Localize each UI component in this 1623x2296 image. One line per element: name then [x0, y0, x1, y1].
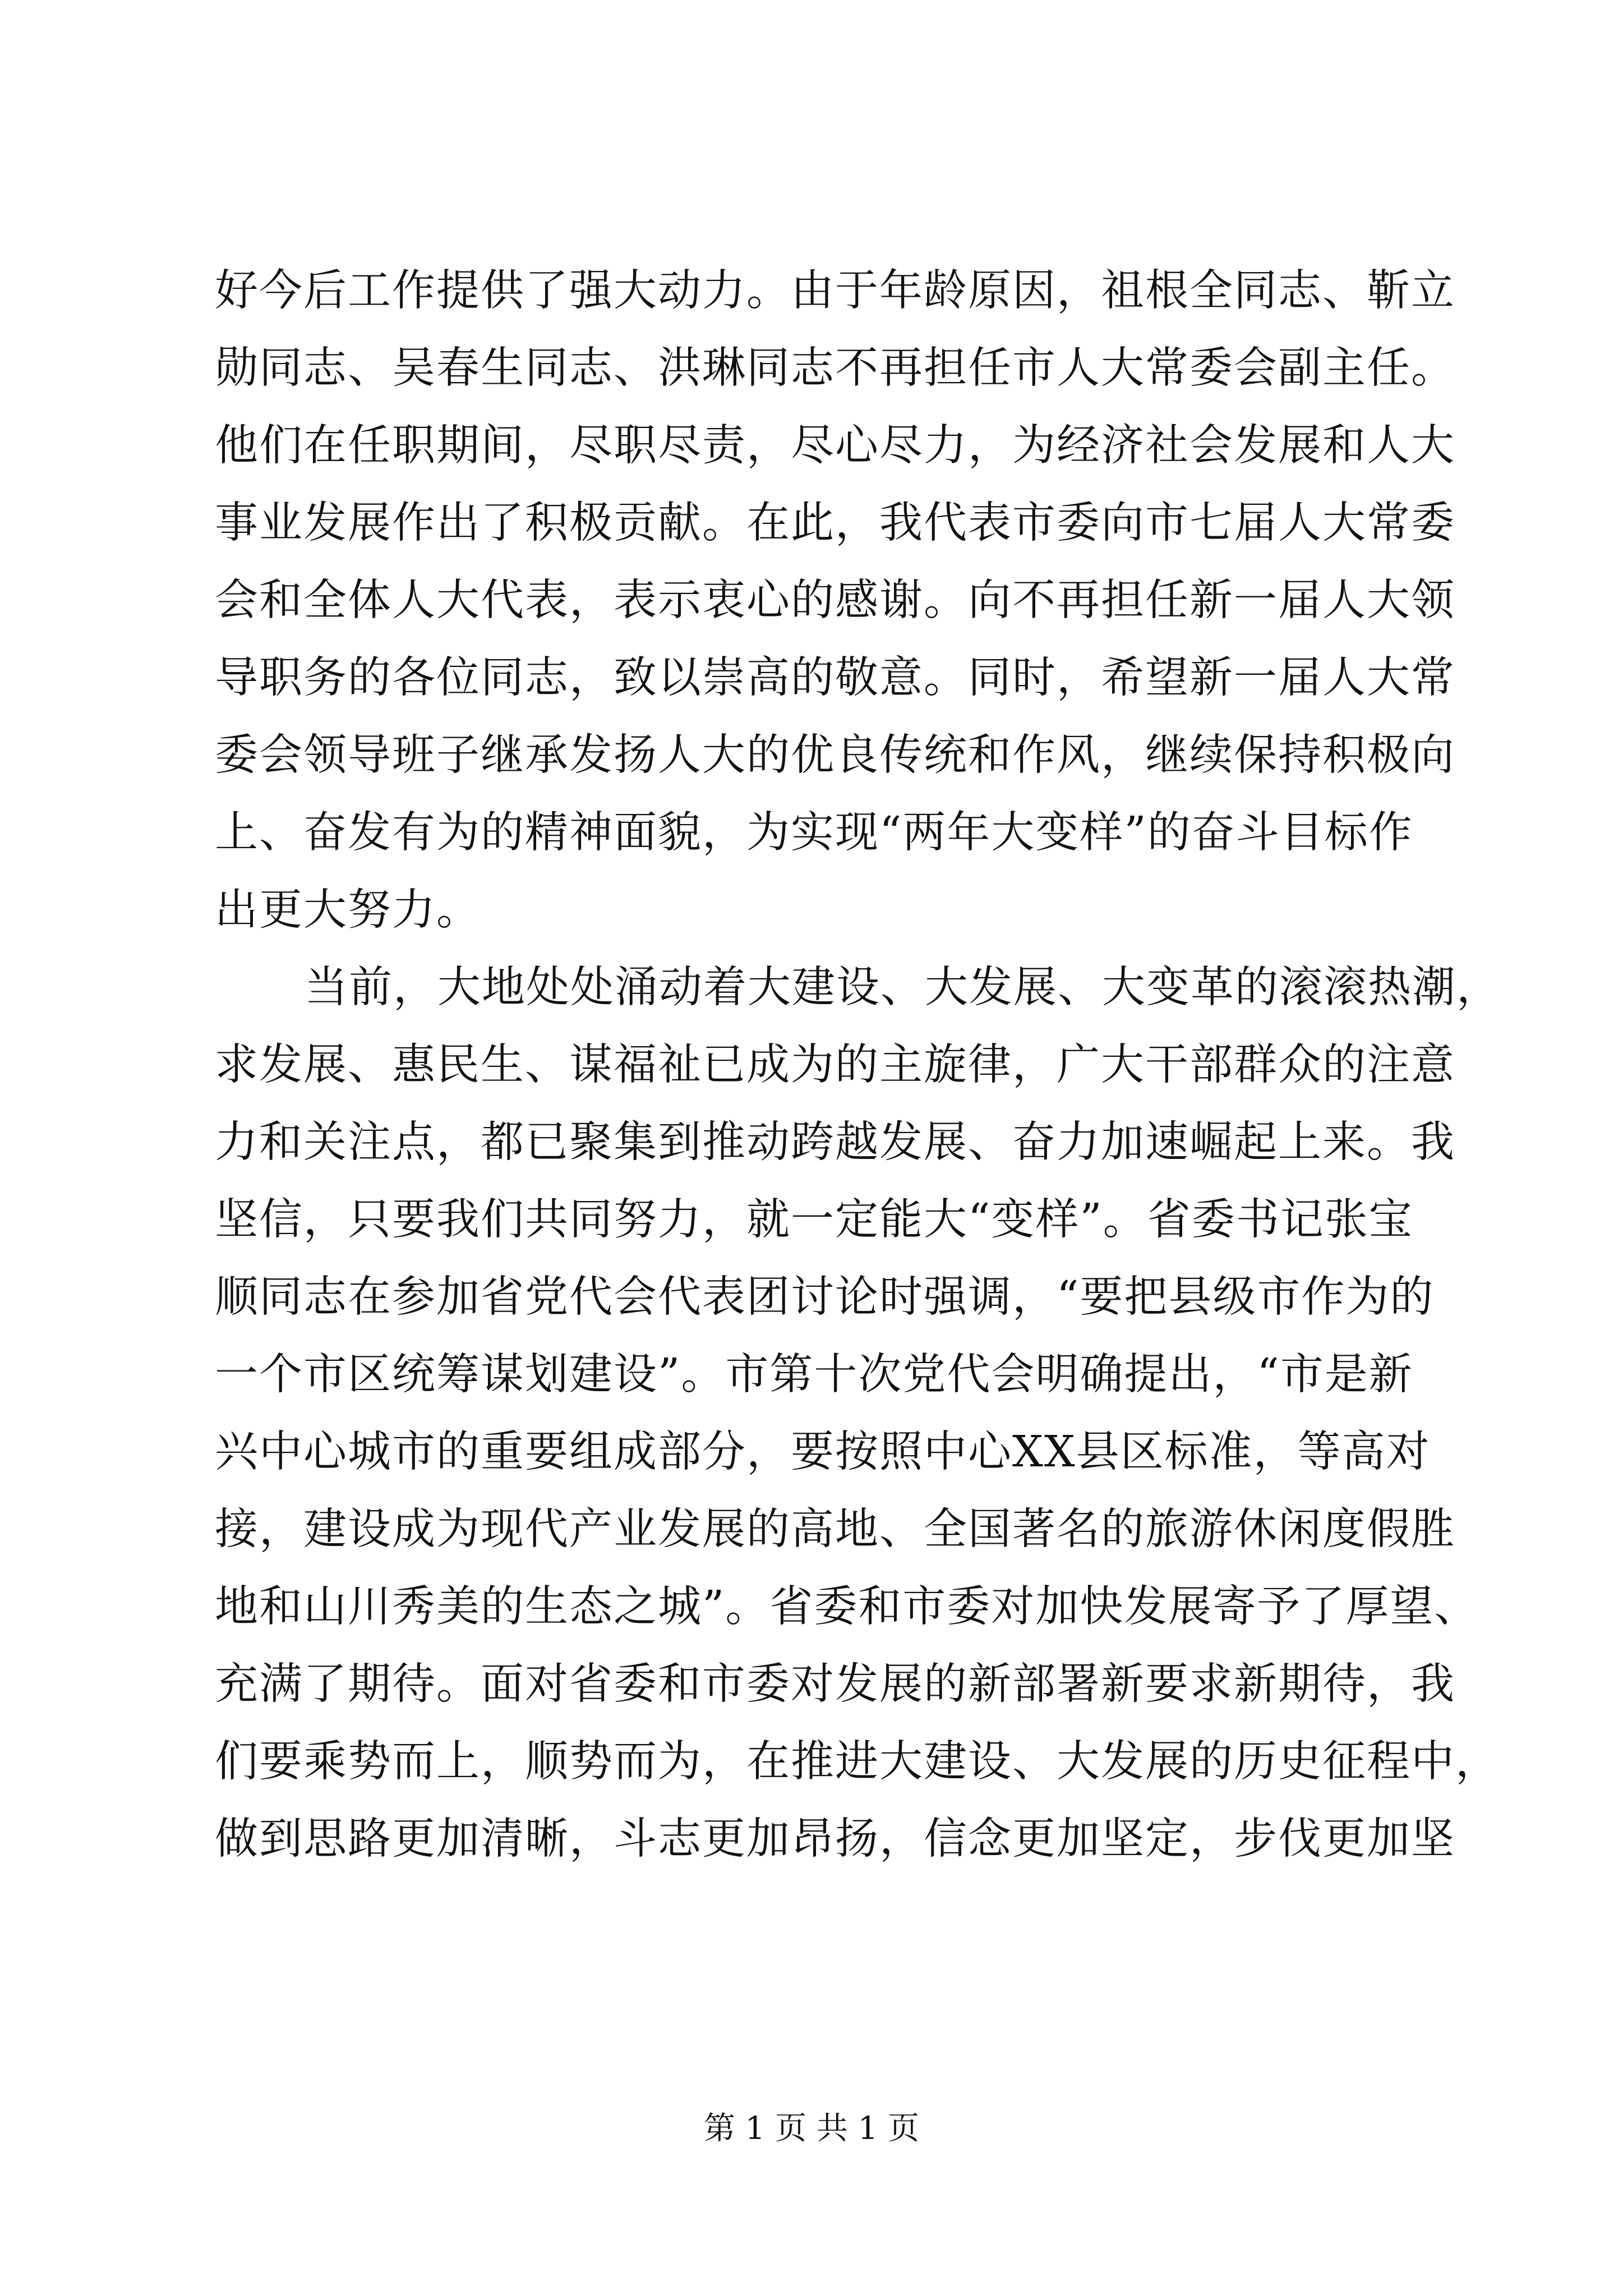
- document-body: [215, 252, 1501, 1878]
- text-line: 做到思路更加清晰，斗志更加昂扬，信念更加坚定，步伐更加坚: [215, 1814, 1455, 1864]
- text-line: 一个市区统筹谋划建设”。市第十次党代会明确提出，“市是新: [215, 1350, 1413, 1400]
- text-line: 事业发展作出了积极贡献。在此，我代表市委向市七届人大常委: [215, 498, 1455, 548]
- text-line: 勋同志、吴春生同志、洪琳同志不再担任市人大常委会副主任。: [215, 343, 1455, 393]
- text-line: 顺同志在参加省党代会代表团讨论时强调，“要把县级市作为的: [215, 1272, 1435, 1322]
- text-line: 出更大努力。: [215, 885, 481, 935]
- text-line: 会和全体人大代表，表示衷心的感谢。向不再担任新一届人大领: [215, 576, 1455, 625]
- text-line: 力和关注点，都已聚集到推动跨越发展、奋力加速崛起上来。我: [215, 1117, 1455, 1167]
- text-line: 求发展、惠民生、谋福祉已成为的主旋律，广大干部群众的注意: [215, 1040, 1455, 1090]
- text-line: 上、奋发有为的精神面貌，为实现“两年大变样”的奋斗目标作: [215, 808, 1413, 858]
- paragraph-start-line: 当前，大地处处涌动着大建设、大发展、大变革的滚滚热潮，: [305, 963, 1501, 1013]
- text-line: 他们在任职期间，尽职尽责，尽心尽力，为经济社会发展和人大: [215, 421, 1455, 471]
- text-line: 接，建设成为现代产业发展的高地、全国著名的旅游休闲度假胜: [215, 1504, 1455, 1554]
- text-line: 兴中心城市的重要组成部分，要按照中心XX县区标准，等高对: [215, 1427, 1431, 1477]
- text-line: 好今后工作提供了强大动力。由于年龄原因，祖根全同志、靳立: [215, 266, 1455, 316]
- page-number-label: 第 1 页 共 1 页: [703, 2110, 920, 2147]
- page-footer: [0, 2106, 1623, 2151]
- text-line: 导职务的各位同志，致以崇高的敬意。同时，希望新一届人大常: [215, 653, 1455, 703]
- text-line: 地和山川秀美的生态之城”。省委和市委对加快发展寄予了厚望、: [215, 1582, 1479, 1632]
- text-line: 充满了期待。面对省委和市委对发展的新部署新要求新期待，我: [215, 1659, 1455, 1709]
- text-line: 坚信，只要我们共同努力，就一定能大“变样”。省委书记张宝: [215, 1195, 1413, 1245]
- text-line: 们要乘势而上，顺势而为，在推进大建设、大发展的历史征程中，: [215, 1737, 1500, 1787]
- text-line: 委会领导班子继承发扬人大的优良传统和作风，继续保持积极向: [215, 730, 1455, 780]
